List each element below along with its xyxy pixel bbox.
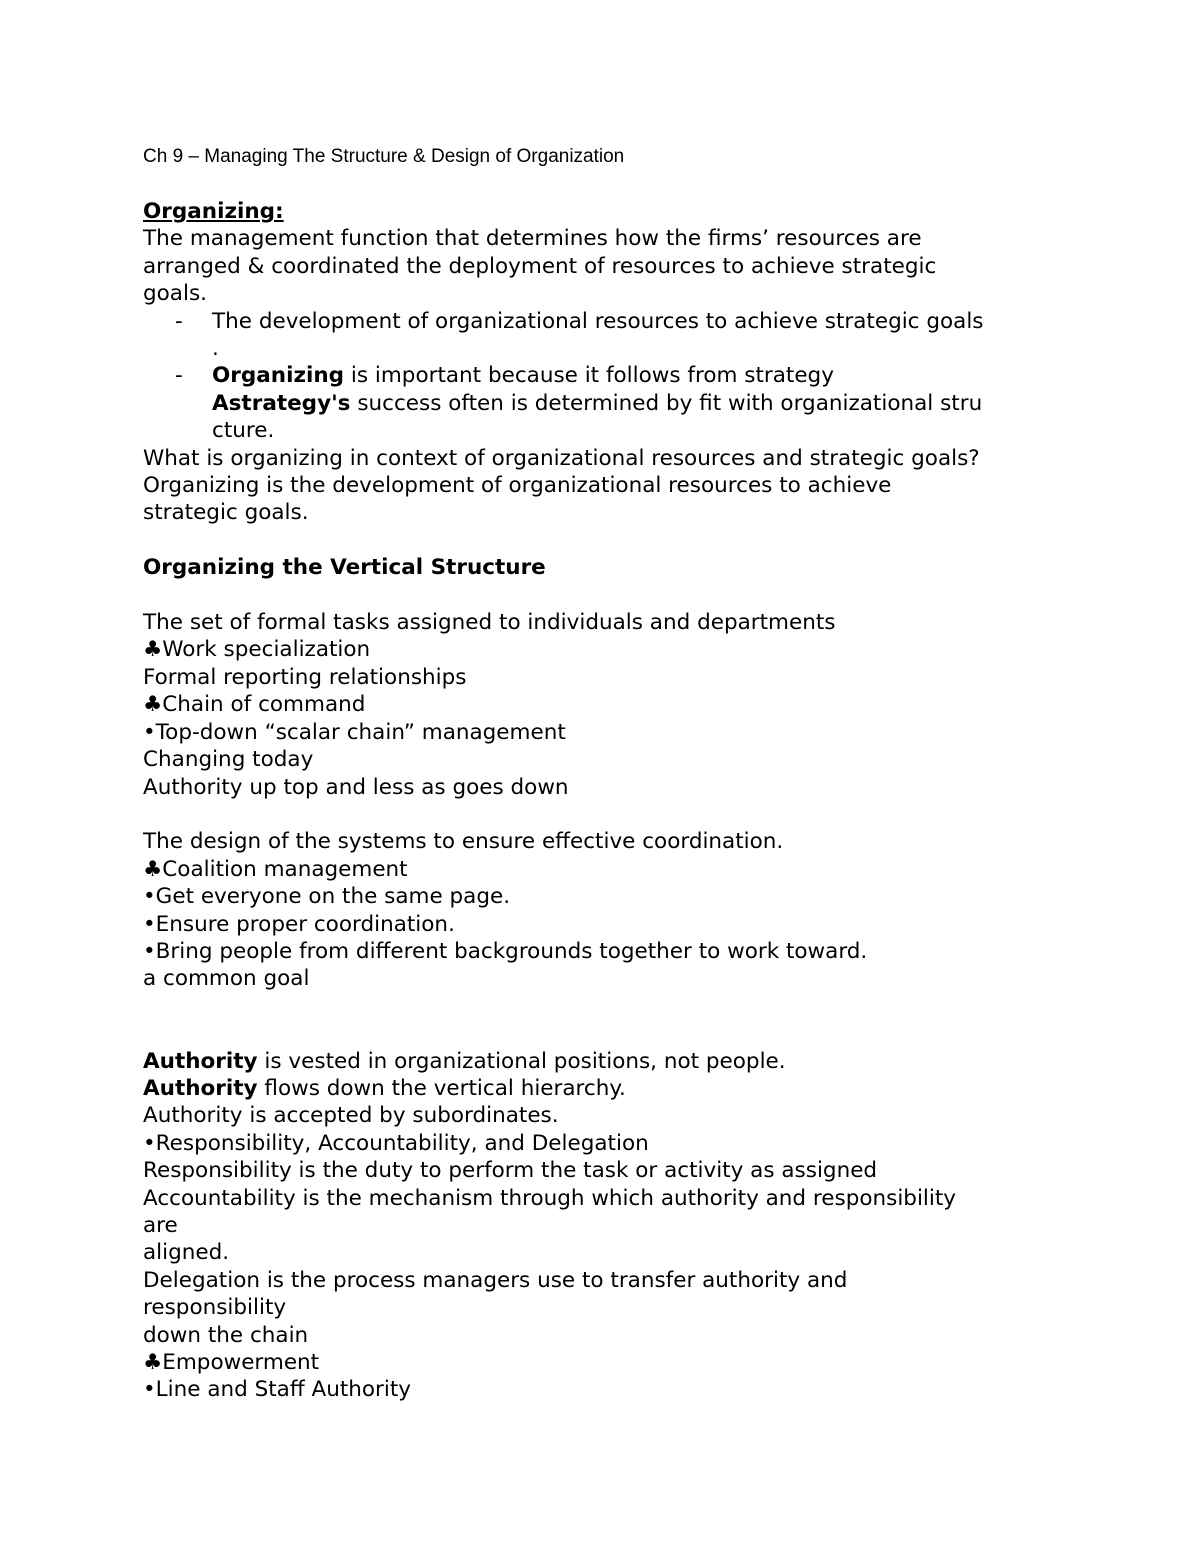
list-item-text: success often is determined by fit with organizational stru <box>350 390 983 416</box>
blank-line <box>143 993 1063 1048</box>
bold-term: Organizing <box>212 363 345 389</box>
list-item-text: . <box>212 336 219 362</box>
definition-line: arranged & coordinated the deployment of resources to achieve strategic <box>143 253 937 279</box>
dash-marker: - <box>175 308 183 334</box>
text-line: ♣Work specialization <box>143 637 371 663</box>
answer-line: strategic goals. <box>143 500 309 526</box>
authority-line <box>143 1048 1063 1075</box>
vertical-structure-heading: Organizing the Vertical Structure <box>143 555 546 581</box>
text-line: •Top-down “scalar chain” management <box>143 719 566 745</box>
text-line: The design of the systems to ensure effective coordination. <box>143 829 784 855</box>
text-line: •Line and Staff Authority <box>143 1377 412 1403</box>
blank-line <box>143 527 1063 554</box>
organizing-heading: Organizing: <box>143 199 284 224</box>
bold-term: Authority <box>143 1075 258 1101</box>
text-line: •Responsibility, Accountability, and Delegation <box>143 1130 649 1156</box>
text-line: Accountability is the mechanism through which authority and responsibility <box>143 1185 957 1211</box>
text-line: ♣Chain of command <box>143 692 366 718</box>
text-line: ♣Empowerment <box>143 1350 320 1375</box>
text-line: Responsibility is the duty to perform the task or activity as assigned <box>143 1158 878 1184</box>
text-line: Authority is accepted by subordinates. <box>143 1103 559 1129</box>
bold-term: Astrategy's <box>212 390 351 416</box>
text-line: The set of formal tasks assigned to individuals and departments <box>143 610 836 636</box>
dash-marker: - <box>175 363 183 389</box>
text-line: down the chain <box>143 1322 309 1348</box>
text-line: responsibility <box>143 1295 287 1321</box>
authority-text: is vested in organizational positions, not people. <box>257 1048 786 1074</box>
text-line: Formal reporting relationships <box>143 664 467 690</box>
document-body <box>143 198 1063 1404</box>
text-line: aligned. <box>143 1240 230 1266</box>
question-line: What is organizing in context of organizational resources and strategic goals? <box>143 445 980 471</box>
text-line: Delegation is the process managers use to transfer authority and <box>143 1267 848 1293</box>
text-line: a common goal <box>143 966 310 992</box>
definition-line: goals. <box>143 281 207 307</box>
authority-text: flows down the vertical hierarchy. <box>257 1075 626 1101</box>
text-line: ♣Coalition management <box>143 856 408 882</box>
list-item-text: cture. <box>212 418 275 444</box>
bold-term: Authority <box>143 1048 258 1074</box>
blank-line <box>143 801 1063 828</box>
authority-line <box>143 1075 1063 1102</box>
text-line: •Ensure proper coordination. <box>143 911 455 937</box>
document-title: Ch 9 – Managing The Structure & Design of Organization <box>143 146 625 167</box>
text-line: Changing today <box>143 747 314 773</box>
list-item-continuation <box>143 335 1063 362</box>
blank-line <box>143 582 1063 609</box>
dash-list-item <box>143 308 1063 335</box>
text-line: are <box>143 1212 178 1238</box>
list-item-continuation <box>143 417 1063 444</box>
definition-line: The management function that determines how the firms’ resources are <box>143 226 922 252</box>
text-line: Authority up top and less as goes down <box>143 774 569 800</box>
list-item-text: The development of organizational resources to achieve strategic goals <box>212 308 984 334</box>
list-item-continuation <box>143 390 1063 417</box>
answer-line: Organizing is the development of organizational resources to achieve <box>143 473 892 499</box>
list-item-text: is important because it follows from strategy <box>344 363 834 389</box>
text-line: •Get everyone on the same page. <box>143 884 511 910</box>
text-line: •Bring people from different backgrounds together to work toward. <box>143 938 868 964</box>
dash-list-item <box>143 362 1063 389</box>
